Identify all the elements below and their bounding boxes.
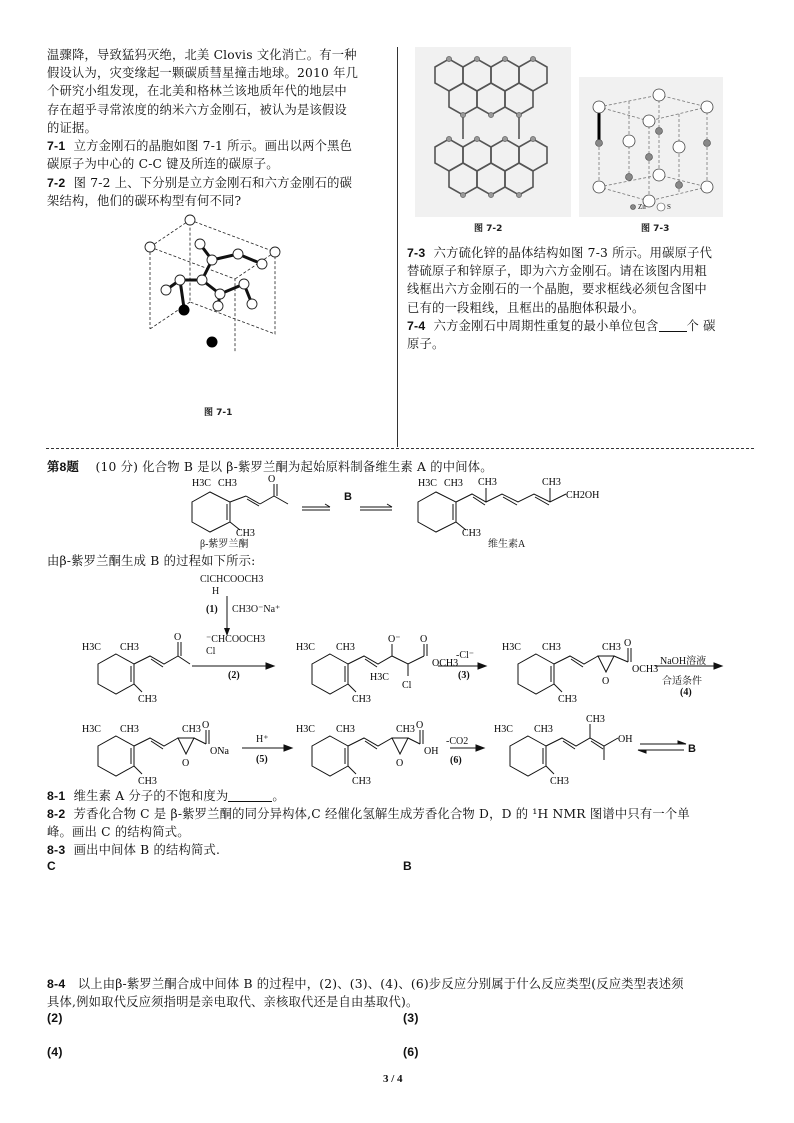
question-8-2: [47, 805, 757, 841]
step-6-label: (6): [450, 755, 462, 766]
svg-text:CH2OH: CH2OH: [566, 490, 600, 501]
svg-text:CH3: CH3: [138, 694, 157, 705]
svg-text:O⁻: O⁻: [388, 634, 401, 645]
mechanism-row-1: [80, 632, 740, 712]
page-number: 3 / 4: [383, 1073, 403, 1085]
svg-text:CH3: CH3: [558, 694, 577, 705]
vitamin-a-label: 维生素A: [488, 539, 526, 550]
figure-7-3-hexagonal-zns: [579, 77, 723, 217]
svg-text:OCH3: OCH3: [632, 664, 659, 675]
step-1-reagent: CH3O⁻Na⁺: [232, 604, 281, 615]
question-number: 8-1: [47, 789, 66, 803]
svg-text:O: O: [396, 758, 404, 769]
svg-text:CH3: CH3: [396, 724, 415, 735]
question-text: 画出中间体 B 的结构简式.: [73, 843, 221, 857]
process-intro: 由β-紫罗兰酮生成 B 的过程如下所示:: [47, 554, 256, 568]
answer-label-c: C: [47, 859, 56, 873]
question-text: 维生素 A 分子的不饱和度为: [73, 789, 229, 803]
step-3-reagent: -Cl⁻: [456, 650, 475, 661]
question-number: 7-3: [407, 246, 426, 260]
intro-line: 存在超乎寻常浓度的纳米六方金刚石，被认为是该假设: [47, 102, 347, 117]
figure-7-3-caption: 图 7-3: [641, 224, 670, 234]
mechanism-row-2: [80, 714, 720, 794]
section-divider: [46, 448, 754, 449]
svg-text:ONa: ONa: [210, 746, 229, 757]
question-text: 已有的一段粗线，且框出的晶胞体积最小。: [407, 300, 645, 315]
question-text: 架结构，他们的碳环构型有何不同?: [47, 194, 242, 209]
question-text: 替硫原子和锌原子，即为六方金刚石。请在该图内用粗: [407, 264, 707, 279]
svg-text:CH3: CH3: [138, 776, 157, 787]
step-1-label: (1): [206, 604, 218, 615]
svg-text:H3C: H3C: [494, 724, 513, 735]
svg-text:H3C: H3C: [296, 642, 315, 653]
svg-text:O: O: [416, 720, 424, 731]
reagent-h: H: [212, 586, 220, 597]
svg-text:O: O: [602, 676, 610, 687]
down-arrow-1: [222, 596, 232, 636]
svg-text:Cl: Cl: [402, 680, 412, 691]
svg-text:H3C: H3C: [502, 642, 521, 653]
carbanion-cl: Cl: [206, 646, 216, 657]
intro-line: 个研究小组发现，在北美和格林兰该地质年代的地层中: [47, 84, 347, 99]
question-8-1: [47, 787, 757, 805]
question-score: (10 分): [95, 460, 139, 474]
question-7-3: [407, 244, 752, 317]
svg-text:OCH3: OCH3: [432, 658, 459, 669]
svg-text:OH: OH: [424, 746, 439, 757]
answer-blank[interactable]: [228, 789, 272, 802]
svg-text:CH3: CH3: [462, 528, 481, 539]
svg-text:CH3: CH3: [352, 694, 371, 705]
question-number: 7-4: [407, 319, 426, 333]
intro-line: 的证据。: [47, 120, 97, 135]
question-text: 芳香化合物 C 是 β-紫罗兰酮的同分异构体,C 经催化氢解生成芳香化合物 D，D 的 ¹H NMR 图谱中只有一个单: [73, 807, 690, 821]
step-4-label: (4): [680, 687, 692, 698]
svg-text:H3C: H3C: [418, 478, 437, 489]
answer-label-3: (3): [403, 1011, 419, 1025]
svg-text:CH3: CH3: [586, 714, 605, 725]
legend-zn: Zn: [638, 203, 646, 211]
compound-b-label: B: [344, 491, 352, 503]
figure-7-2-caption: 图 7-2: [474, 224, 503, 234]
svg-text:H3C: H3C: [82, 642, 101, 653]
svg-text:CH3: CH3: [236, 528, 255, 539]
svg-text:O: O: [202, 720, 210, 731]
question-text: 以上由β-紫罗兰酮合成中间体 B 的过程中，(2)、(3)、(4)、(6)步反应分别属于什么反应类型(反应类型表述须: [77, 977, 684, 991]
step-6-reagent: -CO2: [446, 736, 469, 747]
step-2-label: (2): [228, 670, 240, 681]
figure-7-2-carbon-skeletons: [415, 47, 571, 217]
question-text: 六方金刚石中周期性重复的最小单位包含: [433, 319, 659, 333]
question-number: 7-2: [47, 176, 66, 190]
answer-blank[interactable]: [659, 319, 687, 332]
svg-text:CH3: CH3: [550, 776, 569, 787]
svg-text:CH3: CH3: [336, 724, 355, 735]
svg-text:CH3: CH3: [352, 776, 371, 787]
question-text: 原子。: [407, 337, 445, 352]
reagent-formula: ClCHCOOCH3: [200, 574, 264, 585]
svg-text:O: O: [624, 638, 632, 649]
svg-text:CH3: CH3: [120, 724, 139, 735]
svg-text:H3C: H3C: [370, 672, 389, 683]
svg-text:O: O: [420, 634, 428, 645]
beta-ionone-label: β-紫罗兰酮: [200, 539, 249, 550]
step-4-reagent-bottom: 合适条件: [662, 676, 702, 687]
svg-text:H3C: H3C: [296, 724, 315, 735]
question-text: 立方金刚石的晶胞如图 7-1 所示。画出以两个黑色: [73, 139, 353, 153]
column-divider: [397, 47, 398, 447]
svg-text:CH3: CH3: [336, 642, 355, 653]
answer-label-b: B: [403, 859, 412, 873]
question-7-1: [47, 137, 392, 173]
product-b-label: B: [688, 743, 696, 755]
question-text: 具体,例如取代反应须指明是亲电取代、亲核取代还是自由基取代)。: [47, 995, 419, 1010]
carbanion-formula: ⁻CHCOOCH3: [206, 634, 266, 645]
answer-label-6: (6): [403, 1045, 419, 1059]
question-number: 8-3: [47, 843, 66, 857]
question-8-3: [47, 841, 757, 859]
question-text: 图 7-2 上、下分别是立方金刚石和六方金刚石的碳: [73, 176, 353, 190]
svg-text:CH3: CH3: [478, 477, 497, 488]
svg-text:OH: OH: [618, 734, 633, 745]
svg-text:CH3: CH3: [182, 724, 201, 735]
svg-text:CH3: CH3: [542, 477, 561, 488]
question-number: 7-1: [47, 139, 66, 153]
intro-line: 假设认为，灾变缘起一颗碳质彗星撞击地球。2010 年几: [47, 66, 359, 81]
figure-7-1-caption: 图 7-1: [204, 408, 233, 418]
question-text: 个 碳: [686, 319, 716, 333]
question-number: 8-2: [47, 807, 66, 821]
intro-line: 温骤降，导致猛犸灭绝，北美 Clovis 文化消亡。有一种: [47, 48, 357, 62]
question-7-2: [47, 174, 392, 210]
svg-text:H3C: H3C: [82, 724, 101, 735]
step-5-reagent: H⁺: [256, 734, 269, 745]
answer-label-2: (2): [47, 1011, 63, 1025]
question-number: 8-4: [47, 977, 66, 991]
figure-7-1-diamond-cell: [140, 212, 300, 352]
question-text: 线框出六方金刚石的一个晶胞，要求框线必须包含图中: [407, 282, 707, 297]
question-text: 六方硫化锌的晶体结构如图 7-3 所示。用碳原子代: [433, 246, 713, 260]
question-text: 峰。画出 C 的结构简式。: [47, 825, 190, 840]
svg-text:CH3: CH3: [218, 478, 237, 489]
svg-text:O: O: [174, 632, 182, 643]
intro-paragraph: [47, 46, 392, 137]
question-text: 碳原子为中心的 C-C 键及所连的碳原子。: [47, 157, 279, 172]
svg-text:H3C: H3C: [192, 478, 211, 489]
svg-text:CH3: CH3: [534, 724, 553, 735]
question-intro: 化合物 B 是以 β-紫罗兰酮为起始原料制备维生素 A 的中间体。: [142, 460, 493, 474]
question-8-4: [47, 975, 757, 1011]
svg-text:CH3: CH3: [602, 642, 621, 653]
step-4-reagent-top: NaOH溶液: [660, 656, 707, 667]
question-7-4: [407, 317, 752, 353]
answer-label-4: (4): [47, 1045, 63, 1059]
svg-text:O: O: [182, 758, 190, 769]
svg-text:CH3: CH3: [444, 478, 463, 489]
step-5-label: (5): [256, 754, 268, 765]
question-text: 。: [272, 789, 285, 803]
legend-s: S: [667, 203, 671, 211]
svg-text:CH3: CH3: [120, 642, 139, 653]
step-3-label: (3): [458, 670, 470, 681]
svg-text:O: O: [268, 474, 276, 485]
svg-text:CH3: CH3: [542, 642, 561, 653]
question-title: 第8题: [47, 460, 80, 474]
